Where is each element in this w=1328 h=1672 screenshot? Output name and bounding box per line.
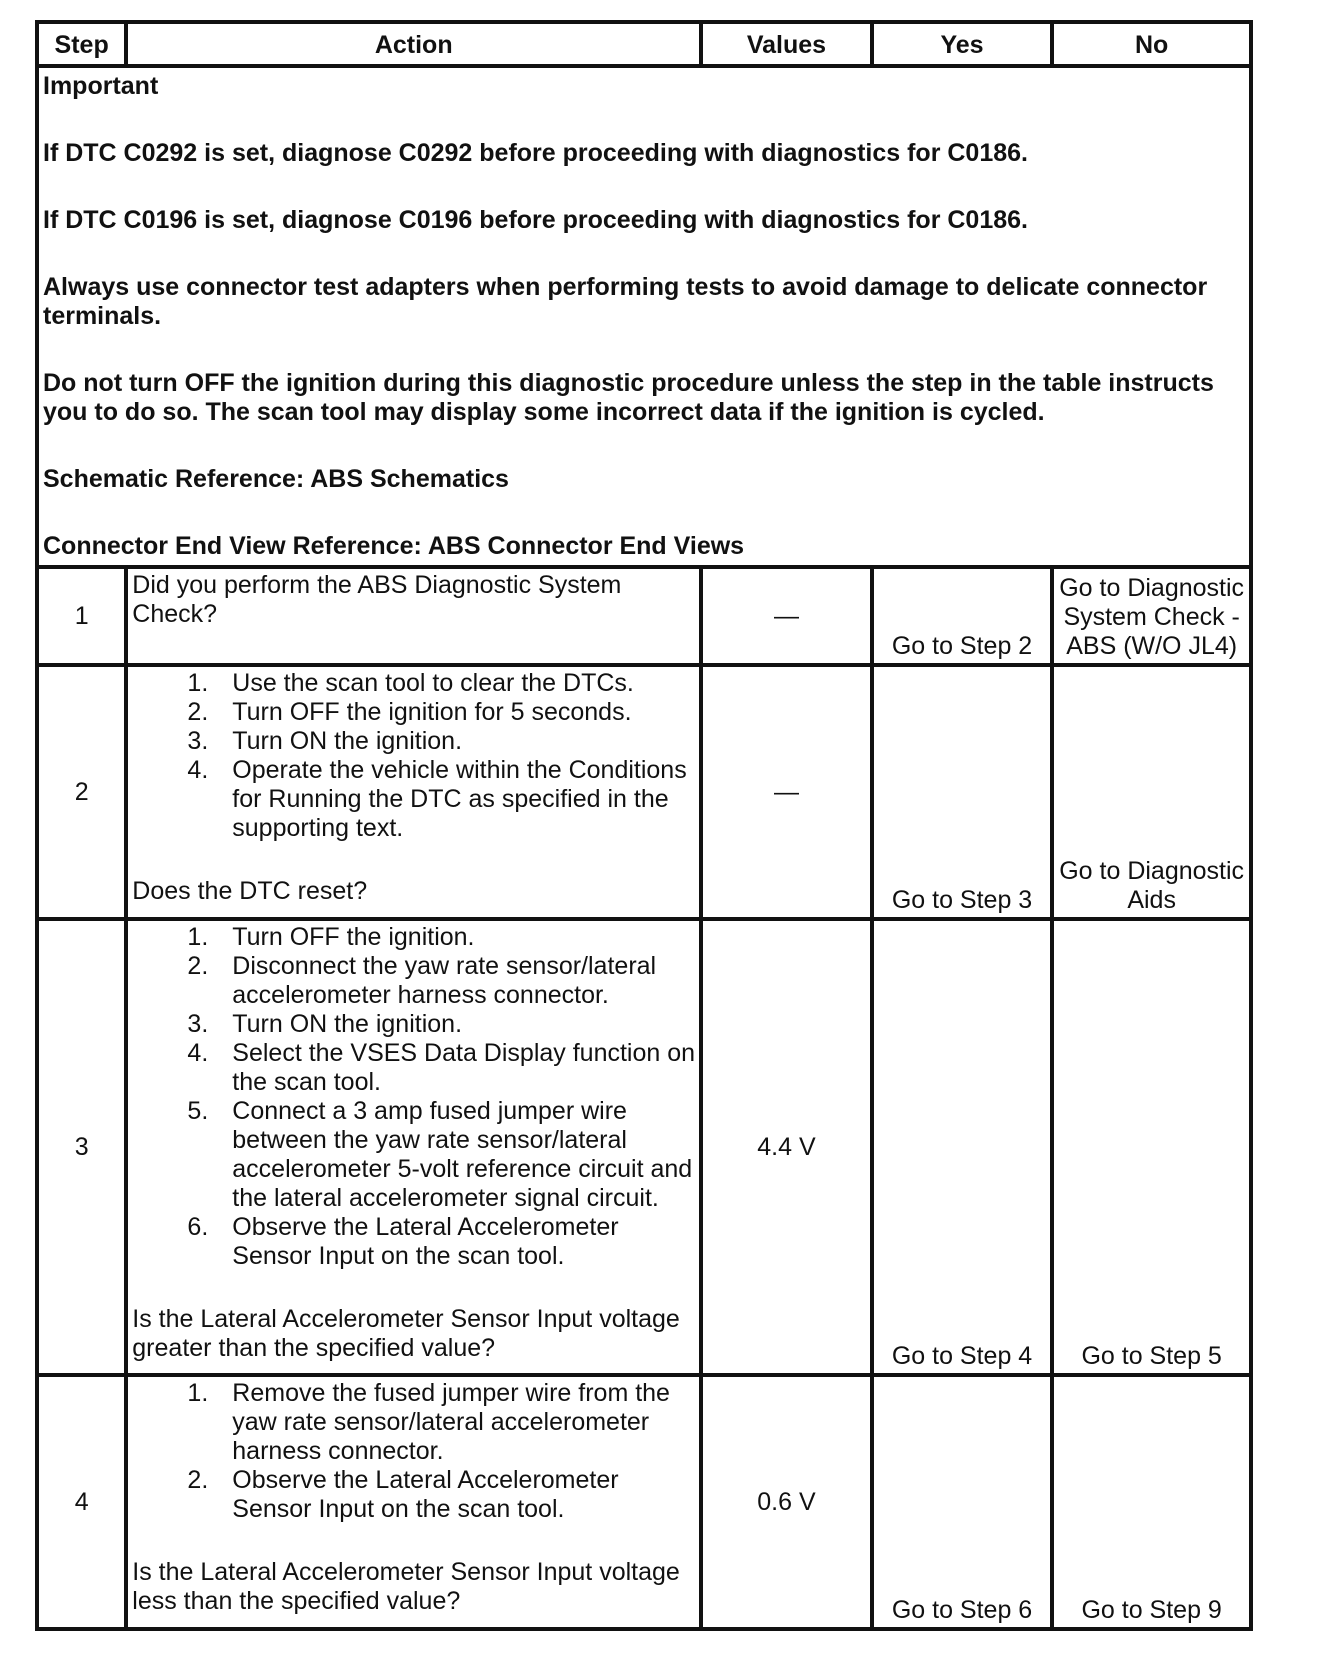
step-row-2 bbox=[37, 665, 1251, 919]
instruction-item: 2. Disconnect the yaw rate sensor/lateral accelerometer harness connector. bbox=[187, 952, 657, 1009]
important-row bbox=[37, 66, 1251, 567]
step-question: Is the Lateral Accelerometer Sensor Input voltage less than the specified value? bbox=[132, 1558, 680, 1615]
instruction-item: 2. Turn OFF the ignition for 5 seconds. bbox=[187, 698, 632, 726]
step-instructions bbox=[132, 923, 695, 1271]
step-value: — bbox=[701, 567, 872, 665]
step-row-3 bbox=[37, 919, 1251, 1375]
important-paragraph: Do not turn OFF the ignition during this diagnostic procedure unless the step in the table instructs you to do so. The scan tool may display some incorrect data if the ignition is cycled. bbox=[43, 369, 1214, 426]
instruction-item: 1. Turn OFF the ignition. bbox=[187, 923, 475, 951]
step-question: Is the Lateral Accelerometer Sensor Input voltage greater than the specified value? bbox=[132, 1305, 680, 1362]
important-paragraph: If DTC C0196 is set, diagnose C0196 before proceeding with diagnostics for C0186. bbox=[43, 206, 1028, 234]
step-yes-result: Go to Step 4 bbox=[872, 919, 1053, 1375]
step-yes-result: Go to Step 2 bbox=[872, 567, 1053, 665]
important-title: Important bbox=[43, 72, 159, 100]
header-action: Action bbox=[126, 22, 701, 66]
instruction-item: 1. Remove the fused jumper wire from the yaw rate sensor/lateral accelerometer harness connector. bbox=[187, 1379, 670, 1465]
header-step: Step bbox=[37, 22, 126, 66]
instruction-item: 3. Turn ON the ignition. bbox=[187, 1010, 463, 1038]
step-number: 1 bbox=[37, 567, 126, 665]
step-yes-result: Go to Step 3 bbox=[872, 665, 1053, 919]
step-number: 3 bbox=[37, 919, 126, 1375]
step-action bbox=[126, 1375, 701, 1629]
step-question: Does the DTC reset? bbox=[132, 877, 368, 905]
important-paragraph: If DTC C0292 is set, diagnose C0292 before proceeding with diagnostics for C0186. bbox=[43, 139, 1028, 167]
important-notice bbox=[37, 66, 1251, 567]
instruction-item: 4. Operate the vehicle within the Conditions for Running the DTC as specified in the supporting text. bbox=[187, 756, 687, 842]
step-action bbox=[126, 919, 701, 1375]
step-number: 4 bbox=[37, 1375, 126, 1629]
important-paragraph: Always use connector test adapters when performing tests to avoid damage to delicate connector terminals. bbox=[43, 273, 1208, 330]
step-value: 0.6 V bbox=[701, 1375, 872, 1629]
step-value: 4.4 V bbox=[701, 919, 872, 1375]
step-row-4 bbox=[37, 1375, 1251, 1629]
step-action bbox=[126, 665, 701, 919]
step-yes-result: Go to Step 6 bbox=[872, 1375, 1053, 1629]
instruction-item: 2. Observe the Lateral Accelerometer Sensor Input on the scan tool. bbox=[187, 1466, 619, 1523]
connector-end-view-reference: Connector End View Reference: ABS Connector End Views bbox=[43, 532, 745, 560]
header-values: Values bbox=[701, 22, 872, 66]
instruction-item: 1. Use the scan tool to clear the DTCs. bbox=[187, 669, 634, 697]
step-action bbox=[126, 567, 701, 665]
diagnostic-table bbox=[35, 20, 1253, 1631]
step-value: — bbox=[701, 665, 872, 919]
step-no-result: Go to Diagnostic System Check - ABS (W/O JL4) bbox=[1052, 567, 1251, 665]
step-instructions bbox=[132, 1379, 695, 1524]
header-no: No bbox=[1052, 22, 1251, 66]
instruction-item: 6. Observe the Lateral Accelerometer Sensor Input on the scan tool. bbox=[187, 1213, 619, 1270]
step-no-result: Go to Step 9 bbox=[1052, 1375, 1251, 1629]
step-row-1 bbox=[37, 567, 1251, 665]
instruction-item: 3. Turn ON the ignition. bbox=[187, 727, 463, 755]
step-number: 2 bbox=[37, 665, 126, 919]
step-no-result: Go to Diagnostic Aids bbox=[1052, 665, 1251, 919]
header-yes: Yes bbox=[872, 22, 1053, 66]
instruction-item: 4. Select the VSES Data Display function on the scan tool. bbox=[187, 1039, 696, 1096]
step-no-result: Go to Step 5 bbox=[1052, 919, 1251, 1375]
header-row bbox=[37, 22, 1251, 66]
step-instructions bbox=[132, 669, 695, 843]
step-question: Did you perform the ABS Diagnostic System Check? bbox=[132, 571, 622, 628]
schematic-reference: Schematic Reference: ABS Schematics bbox=[43, 465, 509, 493]
instruction-item: 5. Connect a 3 amp fused jumper wire between the yaw rate sensor/lateral accelerometer 5-volt reference circuit and the lateral accelerometer signal circuit. bbox=[187, 1097, 693, 1212]
